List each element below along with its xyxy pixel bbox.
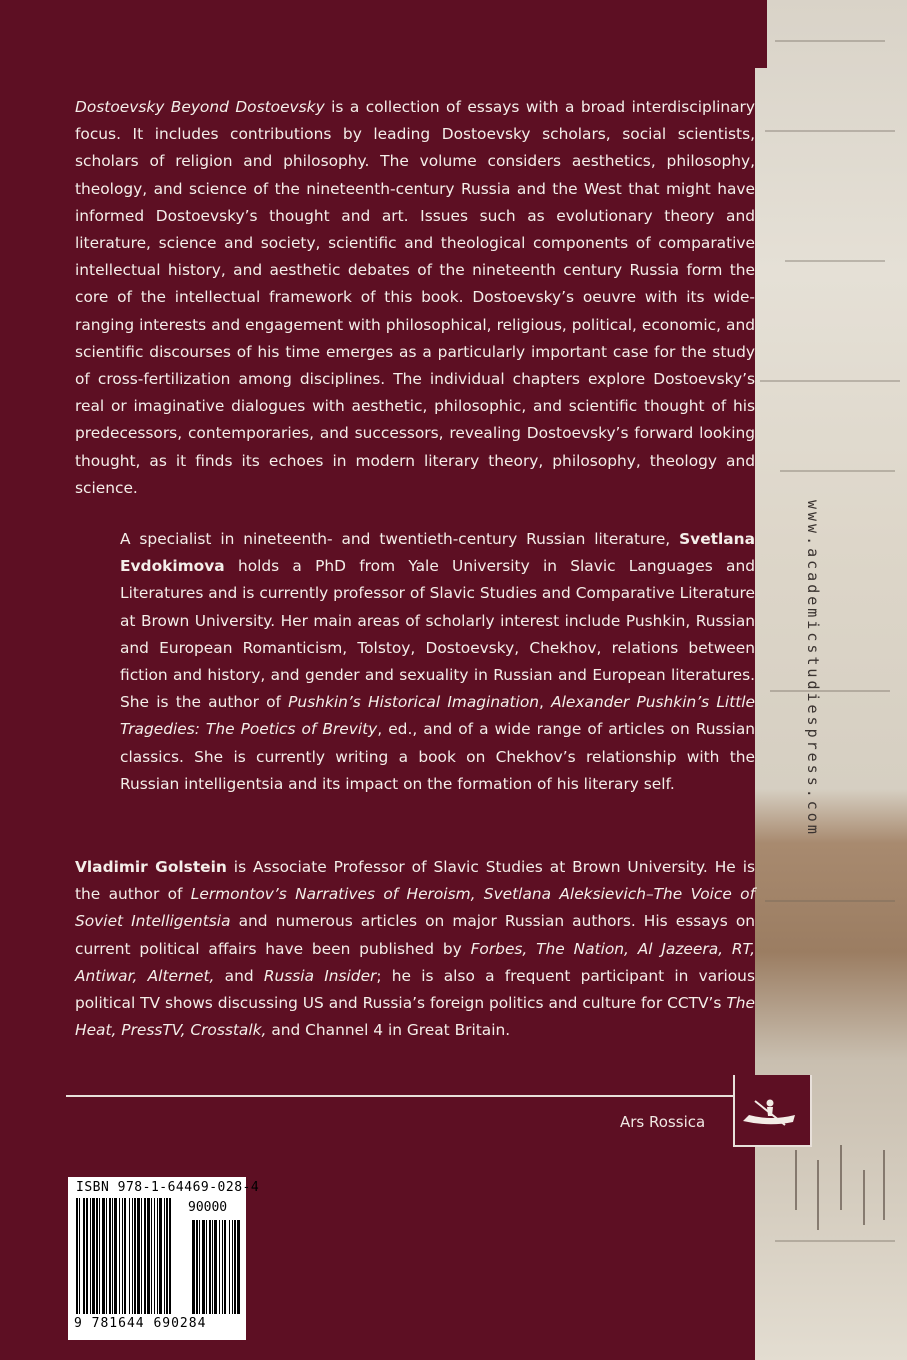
barcode-bar xyxy=(166,1198,168,1314)
addon-bar xyxy=(199,1220,200,1314)
barcode-bar xyxy=(79,1198,80,1314)
barcode-bar xyxy=(76,1198,78,1314)
series-name: Ars Rossica xyxy=(620,1113,706,1131)
barcode-bar xyxy=(99,1198,100,1314)
barcode-bar xyxy=(134,1198,136,1314)
addon-bar xyxy=(202,1220,205,1314)
barcode-bar xyxy=(83,1198,85,1314)
addon-bar xyxy=(219,1220,220,1314)
addon-bar xyxy=(206,1220,207,1314)
bio-text: , ed., and of a wide range of articles on Russian classics. She is currently writing a book on Chekhov’s relationship with the Russian intelligentsia and its impact on the formation of his literary self. xyxy=(120,720,756,793)
bio-text: and xyxy=(214,966,264,985)
barcode-bar xyxy=(92,1198,95,1314)
author-bio-golstein xyxy=(75,854,755,1044)
addon-bar xyxy=(212,1220,213,1314)
barcode-bar xyxy=(151,1198,152,1314)
barcode-bar xyxy=(129,1198,130,1314)
texture-streak xyxy=(780,470,895,472)
barcode-bar xyxy=(124,1198,126,1314)
barcode-bar xyxy=(137,1198,140,1314)
addon-bar xyxy=(222,1220,223,1314)
barcode-bar xyxy=(157,1198,158,1314)
texture-streak xyxy=(765,900,895,902)
addon-bar xyxy=(214,1220,217,1314)
barcode-bar xyxy=(122,1198,123,1314)
addon-bar xyxy=(234,1220,236,1314)
barcode-bar xyxy=(96,1198,98,1314)
texture-streak xyxy=(775,1240,895,1242)
book-title: Pushkin’s Historical Imagination xyxy=(288,693,540,712)
addon-bar xyxy=(229,1220,230,1314)
bio-text: and numerous articles on major Russian authors. His essays on current political affairs have been published by xyxy=(75,912,756,958)
bio-text: and Channel 4 in Great Britain. xyxy=(266,1021,511,1040)
barcode-bar xyxy=(86,1198,88,1314)
barcode-bar xyxy=(90,1198,91,1314)
bio-text: is Associate Professor of Slavic Studies at Brown University. He is the author of xyxy=(75,858,755,904)
texture-streak xyxy=(765,130,895,132)
barcode-bars xyxy=(76,1198,240,1314)
bio-text: A specialist in nineteenth- and twentieth-century Russian literature, xyxy=(120,530,680,548)
barcode-bar xyxy=(164,1198,165,1314)
description-body: is a collection of essays with a broad interdisciplinary focus. It includes contributions by leading Dostoevsky scholars, social scientists, scholars of religion and philosophy. The volume considers aesthetics, philosophy, theology, and science of the nineteenth-century Russia and the West that might have informed Dostoevsky’s thought and art. Issues such as evolutionary theory and literature, science and society, scientific and theological components of comparative intellectual history, and aesthetic debates of the nineteenth century Russia form the core of the intellectual framework of this book. Dostoevsky’s oeuvre with its wide-ranging interests and engagement with philosophical, religious, political, economic, and scientific discourses of his time emerges as a particularly important case for the study of cross-fertilization among disciplines. The individual chapters explore Dostoevsky’s real or imaginative dialogues with aesthetic, philosophic, and scientific thought of his predecessors, contemporaries, and successors, revealing Dostoevsky’s forward looking thought, as it finds its echoes in modern literary theory, philosophy, theology and science. xyxy=(75,98,755,497)
addon-bar xyxy=(209,1220,211,1314)
bio-text: ; he is also a frequent participant in various political TV shows discussing US and Russia’s foreign politics and culture for CCTV’s xyxy=(75,966,755,1013)
book-description xyxy=(75,94,755,502)
barcode-bar xyxy=(159,1198,162,1314)
addon-bar xyxy=(232,1220,233,1314)
decorative-texture-strip xyxy=(755,0,907,1360)
texture-line xyxy=(863,1170,865,1225)
book-title: Lermontov’s Narratives of Heroism, Svetlana Aleksievich–The Voice of Soviet Intelligentsia xyxy=(75,885,755,931)
publisher-logo-box xyxy=(733,1075,812,1147)
bio-text: holds a PhD from Yale University in Slavic Languages and Literatures and is currently professor of Slavic Studies and Comparative Literature at Brown University. Her main areas of scholarly interest include Pushkin, Russian and European Romanticism, Tolstoy, Dostoevsky, Chekhov, relations between fiction and history, and gender and sexuality in Russian and European literatures. She is the author of xyxy=(120,557,755,712)
barcode-bar xyxy=(141,1198,142,1314)
cover-tab xyxy=(755,0,767,68)
price-addon-code: 90000 xyxy=(188,1200,228,1215)
texture-line xyxy=(817,1160,819,1230)
tv-show-names: The Heat, PressTV, Crosstalk, xyxy=(75,994,755,1040)
book-title: Alexander Pushkin’s Little Tragedies: The Poetics of Brevity xyxy=(120,693,756,739)
publisher-website: www.academicstudiespress.com xyxy=(804,500,822,837)
barcode-bar xyxy=(169,1198,171,1314)
barcode-bar xyxy=(132,1198,133,1314)
texture-line xyxy=(883,1150,885,1220)
author-bio-evdokimova xyxy=(120,526,755,798)
barcode-bar xyxy=(147,1198,150,1314)
texture-line xyxy=(795,1150,797,1210)
publication-name: Russia Insider xyxy=(263,966,377,985)
barcode-bar xyxy=(114,1198,117,1314)
bio-text: , xyxy=(539,693,552,712)
barcode-bar xyxy=(109,1198,111,1314)
barcode-bar xyxy=(119,1198,120,1314)
divider-line xyxy=(66,1095,734,1097)
barcode-bar xyxy=(154,1198,155,1314)
book-title: Dostoevsky Beyond Dostoevsky xyxy=(75,98,325,116)
barcode-bar xyxy=(112,1198,113,1314)
texture-streak xyxy=(785,260,885,262)
texture-streak xyxy=(760,380,900,382)
isbn-label: ISBN 978-1-64469-028-4 xyxy=(76,1180,260,1195)
barcode-bar xyxy=(102,1198,105,1314)
addon-bar xyxy=(196,1220,198,1314)
texture-streak xyxy=(775,40,885,42)
author-name: Vladimir Golstein xyxy=(75,858,227,876)
author-name: Svetlana Evdokimova xyxy=(120,530,755,576)
texture-line xyxy=(840,1145,842,1210)
publication-names: Forbes, The Nation, Al Jazeera, RT, Antiwar, Alternet, xyxy=(75,939,755,985)
barcode-bar xyxy=(106,1198,107,1314)
barcode-bar xyxy=(144,1198,146,1314)
barcode-digits: 9 781644 690284 xyxy=(74,1316,207,1331)
addon-bar xyxy=(237,1220,240,1314)
boat-rower-icon xyxy=(735,1075,810,1145)
addon-bar xyxy=(192,1220,195,1314)
addon-bar xyxy=(224,1220,226,1314)
